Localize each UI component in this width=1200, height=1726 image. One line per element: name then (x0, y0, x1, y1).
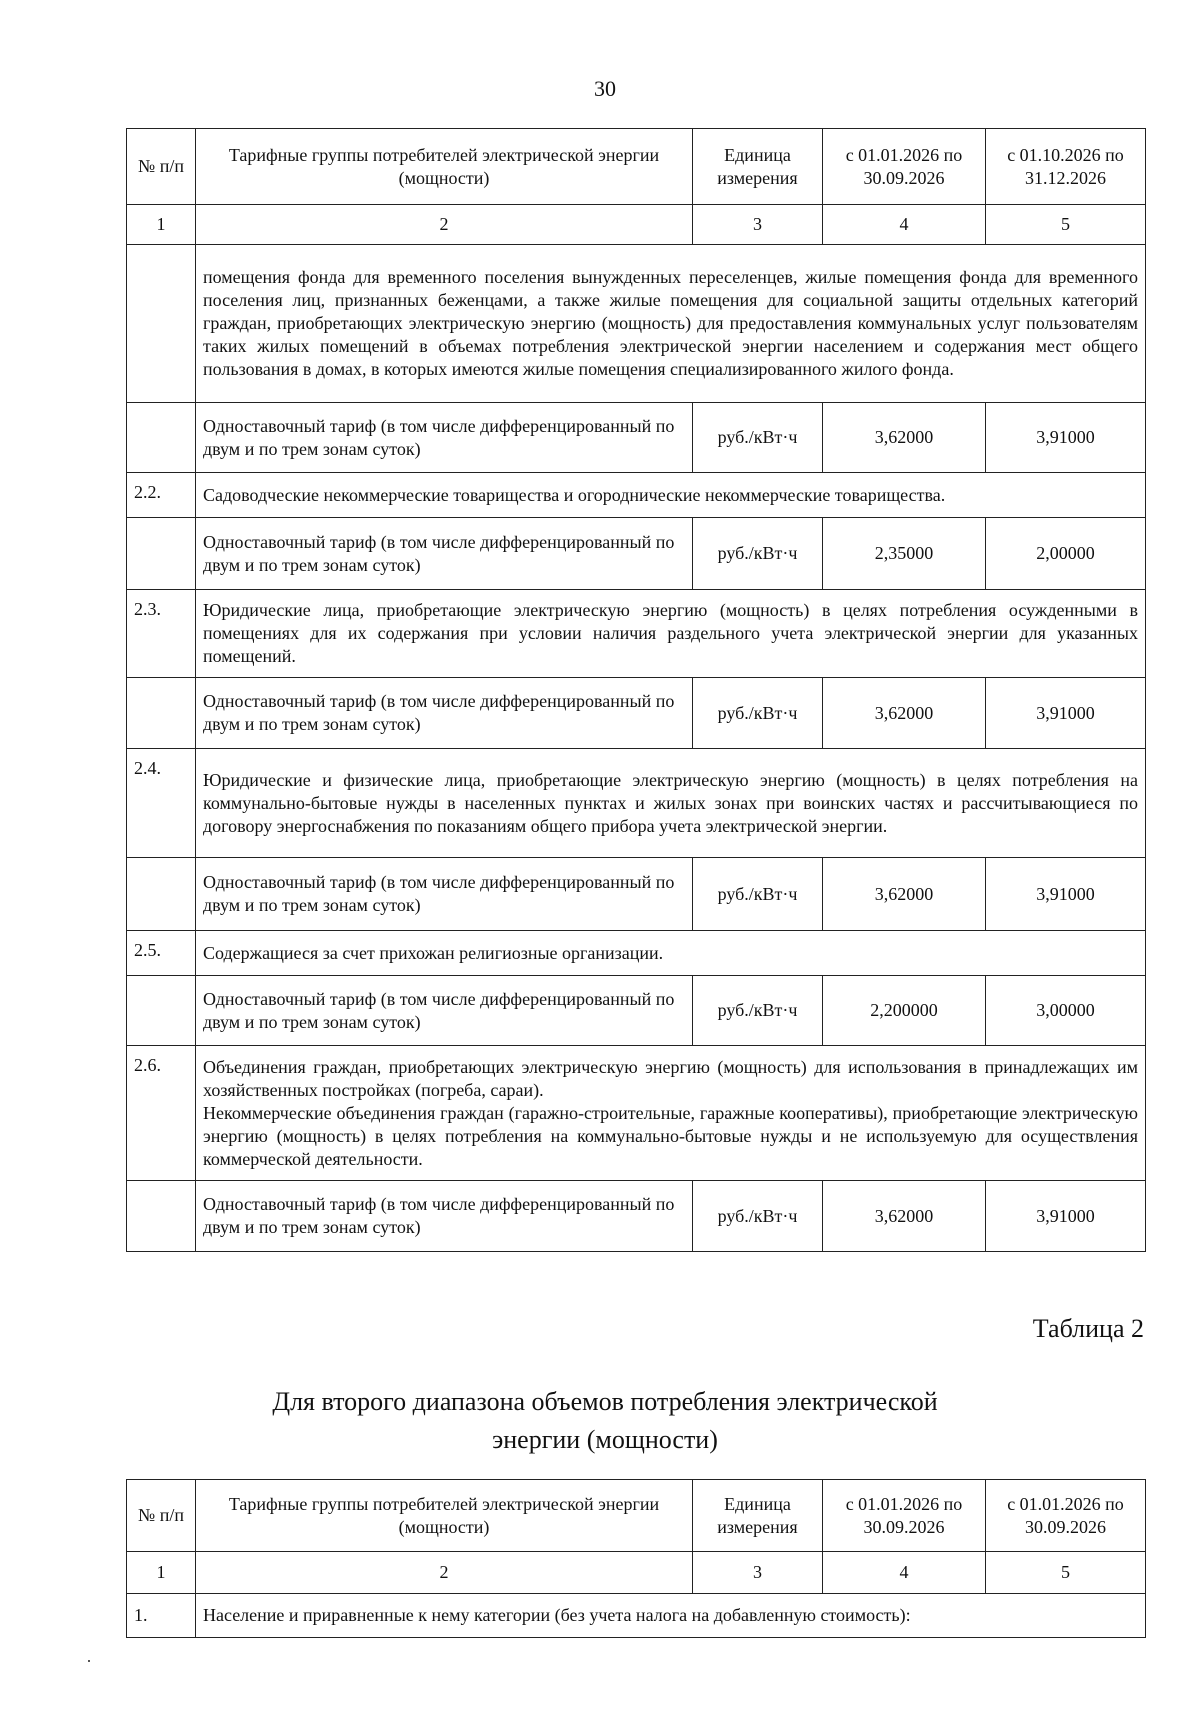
section-number (127, 858, 196, 931)
tariff-row (127, 858, 1146, 931)
tariff-value-period-2: 3,91000 (986, 678, 1146, 749)
section-description: Население и приравненные к нему категории (без учета налога на добавленную стоимость): (196, 1594, 1146, 1638)
tariff-value-period-2: 2,00000 (986, 518, 1146, 590)
section-paragraph: Объединения граждан, приобретающих электрическую энергию (мощность) для использования в принадлежащих им хозяйственных постройках (погреба, сараи). (203, 1056, 1138, 1100)
tariff-unit: руб./кВт·ч (693, 1181, 823, 1252)
tariff-value-period-1: 3,62000 (823, 678, 986, 749)
header-group: Тарифные группы потребителей электрической энергии (мощности) (196, 1480, 693, 1552)
tariff-table-2 (126, 1479, 1146, 1638)
section-number (127, 245, 196, 403)
tariff-value-period-2: 3,91000 (986, 403, 1146, 473)
tariff-name: Одноставочный тариф (в том числе дифференцированный по двум и по трем зонам суток) (196, 858, 693, 931)
tariff-row (127, 976, 1146, 1046)
tariff-unit: руб./кВт·ч (693, 858, 823, 931)
tariff-value-period-1: 3,62000 (823, 858, 986, 931)
table-heading (120, 1383, 1090, 1459)
tariff-name: Одноставочный тариф (в том числе дифференцированный по двум и по трем зонам суток) (196, 403, 693, 473)
section-text-row (127, 1046, 1146, 1181)
section-text-row (127, 931, 1146, 976)
section-text-row (127, 1594, 1146, 1638)
section-description: Садоводческие некоммерческие товарищества и огороднические некоммерческие товарищества. (196, 473, 1146, 518)
section-paragraph: Некоммерческие объединения граждан (гаражно-строительные, гаражные кооперативы), приобретающие электрическую энергию (мощность) в целях потребления на коммунально-бытовые нужды и не используемую для осуществления коммерческой деятельности. (203, 1102, 1138, 1169)
section-number: 1. (127, 1594, 196, 1638)
section-description (196, 1046, 1146, 1181)
tariff-name: Одноставочный тариф (в том числе дифференцированный по двум и по трем зонам суток) (196, 1181, 693, 1252)
tariff-unit: руб./кВт·ч (693, 678, 823, 749)
section-number: 2.4. (127, 749, 196, 858)
index-cell: 2 (196, 205, 693, 245)
index-cell: 3 (693, 1552, 823, 1594)
table-heading-line: энергии (мощности) (492, 1425, 718, 1454)
section-number: 2.2. (127, 473, 196, 518)
section-number (127, 1181, 196, 1252)
section-number: 2.6. (127, 1046, 196, 1181)
section-text-row (127, 590, 1146, 678)
table-heading-line: Для второго диапазона объемов потребления электрической (272, 1387, 938, 1416)
section-description: Содержащиеся за счет прихожан религиозные организации. (196, 931, 1146, 976)
scan-speck (88, 1660, 90, 1662)
tariff-table-1 (126, 128, 1146, 1252)
tariff-value-period-2: 3,91000 (986, 1181, 1146, 1252)
index-cell: 4 (823, 205, 986, 245)
tariff-row (127, 403, 1146, 473)
header-num: № п/п (127, 1480, 196, 1552)
section-description: Юридические лица, приобретающие электрическую энергию (мощность) в целях потребления осужденными в помещениях для их содержания при условии наличия раздельного учета электрической энергии для указанных помещений. (196, 590, 1146, 678)
tariff-unit: руб./кВт·ч (693, 403, 823, 473)
section-number (127, 976, 196, 1046)
index-row (127, 205, 1146, 245)
header-num: № п/п (127, 129, 196, 205)
header-unit: Единица измерения (693, 1480, 823, 1552)
tariff-value-period-1: 2,200000 (823, 976, 986, 1046)
section-number (127, 678, 196, 749)
index-row (127, 1552, 1146, 1594)
section-description: помещения фонда для временного поселения вынужденных переселенцев, жилые помещения фонда для временного поселения лиц, признанных беженцами, а также жилые помещения для социальной защиты отдельных категорий граждан, приобретающих электрическую энергию (мощность) для предоставления коммунальных услуг пользователям таких жилых помещений в объемах потребления электрической энергии населением и содержания мест общего пользования в домах, в которых имеются жилые помещения специализированного жилого фонда. (196, 245, 1146, 403)
section-number (127, 403, 196, 473)
section-text-row (127, 473, 1146, 518)
tariff-value-period-2: 3,91000 (986, 858, 1146, 931)
tariff-name: Одноставочный тариф (в том числе дифференцированный по двум и по трем зонам суток) (196, 518, 693, 590)
index-cell: 2 (196, 1552, 693, 1594)
tariff-unit: руб./кВт·ч (693, 976, 823, 1046)
header-row (127, 1480, 1146, 1552)
index-cell: 3 (693, 205, 823, 245)
tariff-row (127, 1181, 1146, 1252)
tariff-value-period-1: 2,35000 (823, 518, 986, 590)
table-caption: Таблица 2 (1032, 1314, 1144, 1343)
header-row (127, 129, 1146, 205)
page-number: 30 (594, 76, 616, 101)
index-cell: 5 (986, 205, 1146, 245)
section-text-row (127, 245, 1146, 403)
index-cell: 5 (986, 1552, 1146, 1594)
section-text-row (127, 749, 1146, 858)
tariff-unit: руб./кВт·ч (693, 518, 823, 590)
header-unit: Единица измерения (693, 129, 823, 205)
tariff-row (127, 678, 1146, 749)
header-period-2: с 01.01.2026 по 30.09.2026 (986, 1480, 1146, 1552)
header-period-1: с 01.01.2026 по 30.09.2026 (823, 129, 986, 205)
tariff-name: Одноставочный тариф (в том числе дифференцированный по двум и по трем зонам суток) (196, 976, 693, 1046)
header-period-1: с 01.01.2026 по 30.09.2026 (823, 1480, 986, 1552)
tariff-value-period-1: 3,62000 (823, 403, 986, 473)
tariff-row (127, 518, 1146, 590)
section-number: 2.3. (127, 590, 196, 678)
header-period-2: с 01.10.2026 по 31.12.2026 (986, 129, 1146, 205)
tariff-value-period-2: 3,00000 (986, 976, 1146, 1046)
tariff-name: Одноставочный тариф (в том числе дифференцированный по двум и по трем зонам суток) (196, 678, 693, 749)
section-description: Юридические и физические лица, приобретающие электрическую энергию (мощность) в целях потребления на коммунально-бытовые нужды в населенных пунктах и жилых зонах при воинских частях и рассчитывающиеся по договору энергоснабжения по показаниям общего прибора учета электрической энергии. (196, 749, 1146, 858)
header-group: Тарифные группы потребителей электрической энергии (мощности) (196, 129, 693, 205)
tariff-value-period-1: 3,62000 (823, 1181, 986, 1252)
section-number: 2.5. (127, 931, 196, 976)
index-cell: 4 (823, 1552, 986, 1594)
index-cell: 1 (127, 1552, 196, 1594)
index-cell: 1 (127, 205, 196, 245)
section-number (127, 518, 196, 590)
